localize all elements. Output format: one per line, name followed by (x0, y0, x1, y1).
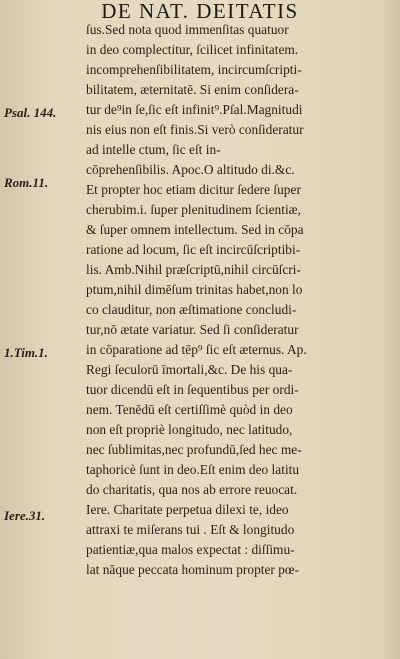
text-line: taphoricè ſunt in deo.Eſt enim deo latitu (86, 462, 300, 477)
text-line: nem. Tenēdū eſt certiſſimè quòd in deo (86, 402, 293, 417)
text-line: in deo complectitur, ſcilicet infinitatem. (86, 42, 299, 57)
text-line: non eſt propriè longitudo, nec latitudo, (86, 422, 293, 437)
margin-note-iere: Iere.31. (4, 508, 46, 523)
text-line: Regi ſeculorū īmortali,&c. De his qua- (86, 362, 293, 377)
text-line: tur de⁹in ſe,ſic eſt infinit⁹.Pſal.Magnitudi (86, 102, 303, 117)
text-line: lis. Amb.Nihil præſcriptū,nihil circūſcri- (86, 262, 301, 277)
text-line: ratione ad locum, ſic eſt incircūſcriptibi- (86, 242, 301, 257)
text-line: bilitatem, æternitatē. Si enim conſidera- (86, 82, 299, 97)
text-line: in cōparatione ad tēp⁹ ſic eſt æternus. Ap. (86, 342, 307, 357)
running-title: DE NAT. DEITATIS (101, 0, 299, 23)
text-line: nis eius non eſt finis.Si verò conſideratur (86, 122, 304, 137)
text-line: cōprehenſibilis. Apoc.O altitudo di.&c. (86, 162, 295, 177)
text-line: ſus.Sed nota quod immenſitas quatuor (86, 22, 289, 37)
text-line: Et propter hoc etiam dicitur ſedere ſuper (86, 182, 301, 197)
text-line: patientiæ,qua malos expectat : diſſimu- (86, 542, 295, 557)
text-line: Iere. Charitate perpetua dilexi te, ideo (86, 502, 289, 517)
text-line: ptum,nihil dimēſum trinitas habet,non lo (86, 282, 303, 297)
text-line: & ſuper omnem intellectum. Sed in cōpa (86, 222, 304, 237)
margin-note-tim: 1.Tim.1. (4, 345, 48, 360)
margin-note-psal: Psal. 144. (4, 105, 57, 120)
text-line: tur,nō ætate variatur. Sed ſi conſideratur (86, 322, 299, 337)
text-line: cherubim.i. ſuper plenitudinem ſcientiæ, (86, 202, 301, 217)
body-text (86, 20, 398, 580)
text-line: tuor dicendū eſt in ſequentibus per ordi- (86, 382, 299, 397)
text-line: incomprehenſibilitatem, incircumſcripti- (86, 62, 302, 77)
margin-note-rom: Rom.11. (4, 175, 49, 190)
text-line: nec ſublimitas,nec profundū,ſed hec me- (86, 442, 302, 457)
text-line: ad intelle ctum, ſic eſt in- (86, 142, 221, 157)
text-line: do charitatis, qua nos ab errore reuocat. (86, 482, 298, 497)
text-line: lat nāque peccata hominum propter pœ- (86, 562, 300, 577)
page-edge-shadow (382, 0, 400, 659)
text-line: co clauditur, non æſtimatione concludi- (86, 302, 297, 317)
text-line: attraxi te miſerans tui . Eſt & longitudo (86, 522, 295, 537)
